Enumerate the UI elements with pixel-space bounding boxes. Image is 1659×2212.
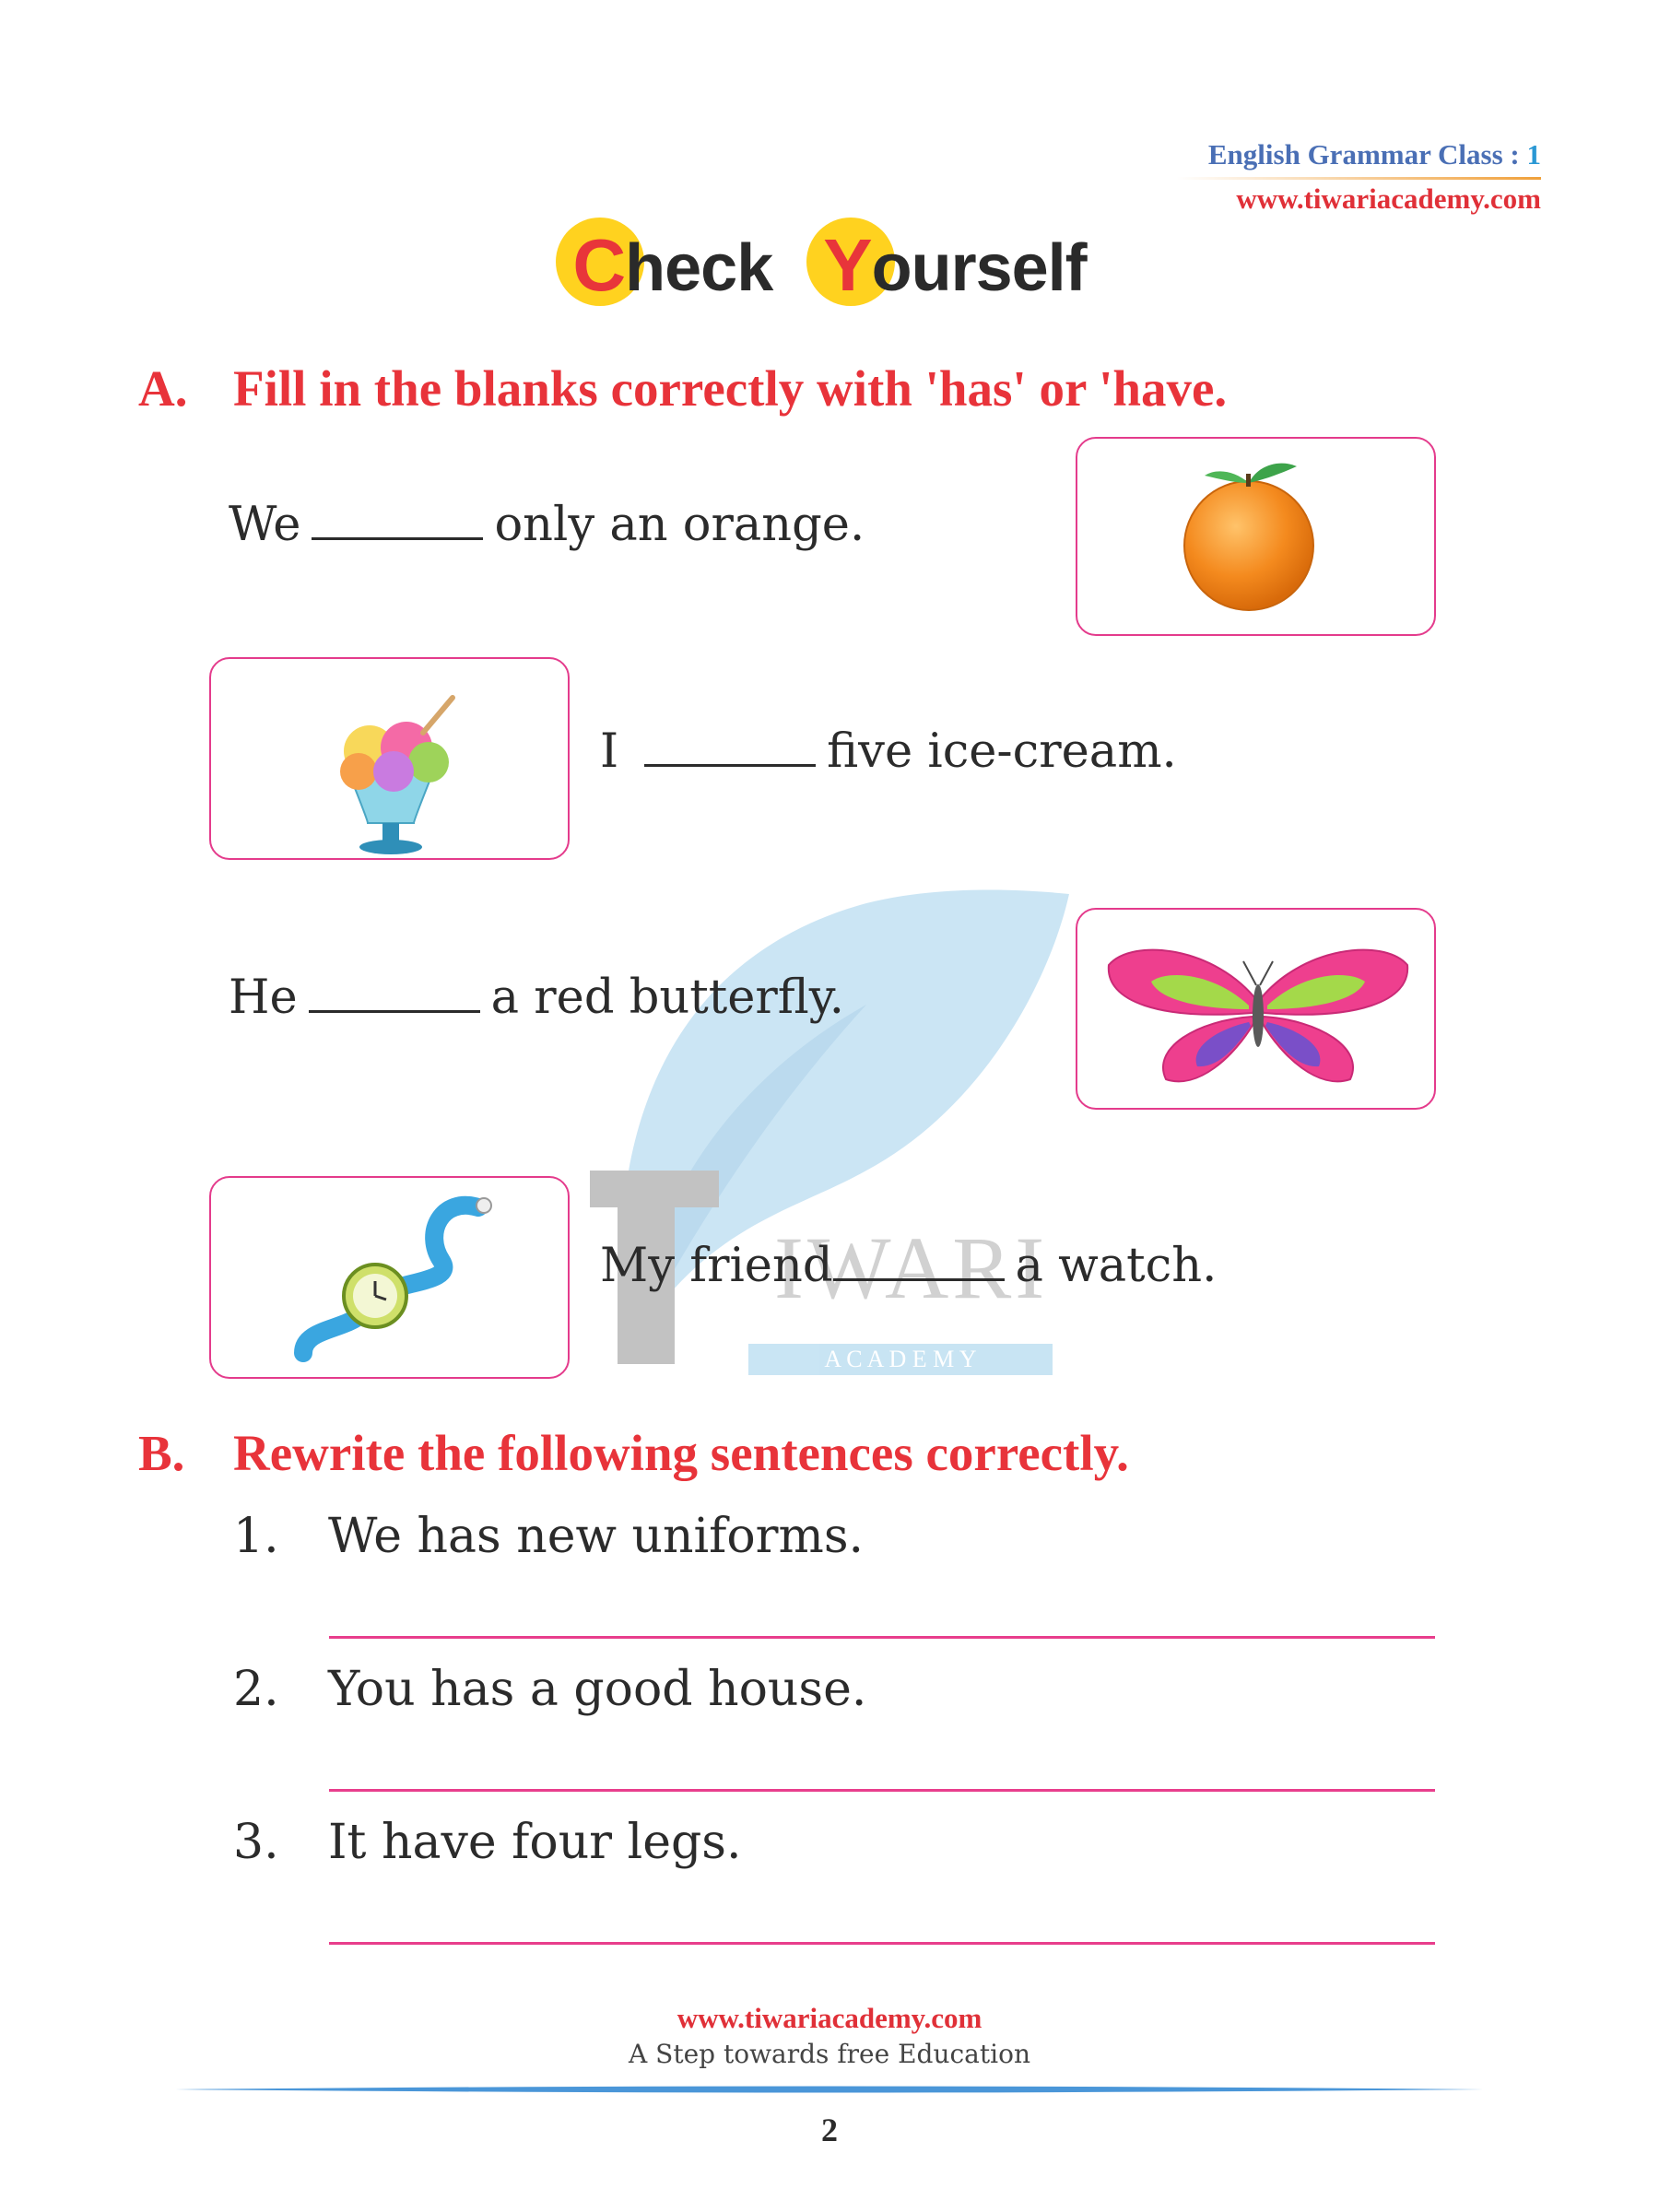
header-title: English Grammar Class : 1 (1207, 138, 1541, 171)
header-rule (1177, 177, 1541, 180)
section-a-heading: A. Fill in the blanks correctly with 'has' or 'have. (138, 360, 1228, 417)
orange-icon (1077, 439, 1438, 638)
list-item: 2. You has a good house. (233, 1662, 867, 1717)
list-item: 1. We has new uniforms. (233, 1509, 865, 1564)
page-title (0, 223, 1659, 308)
watch-icon (211, 1178, 571, 1381)
header-website[interactable]: www.tiwariacademy.com (1236, 182, 1541, 215)
sentence-1: We only an orange. (229, 498, 865, 552)
answer-line-2[interactable] (329, 1789, 1435, 1792)
watermark-t-bar (590, 1171, 719, 1207)
blank-field[interactable] (833, 1241, 1005, 1281)
blank-field[interactable] (309, 973, 480, 1013)
footer-website[interactable]: www.tiwariacademy.com (677, 2002, 982, 2034)
page-number: 2 (821, 2112, 838, 2148)
picture-box-ice-cream (209, 657, 570, 860)
blank-field[interactable] (312, 500, 483, 540)
section-b-heading: B. Rewrite the following sentences correctly. (138, 1425, 1129, 1481)
watermark-sub: A C A D E M Y (748, 1344, 1053, 1375)
footer-tagline: A Step towards free Education (629, 2039, 1030, 2069)
title-word-yourself: Yourself (823, 223, 1086, 308)
ice-cream-icon (211, 659, 571, 862)
footer-divider (175, 2085, 1484, 2094)
blank-field[interactable] (644, 727, 816, 767)
title-word-check: Check (572, 223, 772, 308)
butterfly-icon (1077, 910, 1438, 1112)
answer-line-1[interactable] (329, 1636, 1435, 1639)
sentence-3: He a red butterfly. (229, 971, 845, 1025)
picture-box-watch (209, 1176, 570, 1379)
watermark-brand: IWARI (774, 1218, 1049, 1317)
sentence-4: My friend a watch. (600, 1239, 1218, 1293)
answer-line-3[interactable] (329, 1942, 1435, 1945)
sentence-2: I five ice-cream. (600, 724, 1177, 779)
picture-box-orange (1076, 437, 1436, 636)
picture-box-butterfly (1076, 908, 1436, 1110)
list-item: 3. It have four legs. (233, 1815, 742, 1870)
